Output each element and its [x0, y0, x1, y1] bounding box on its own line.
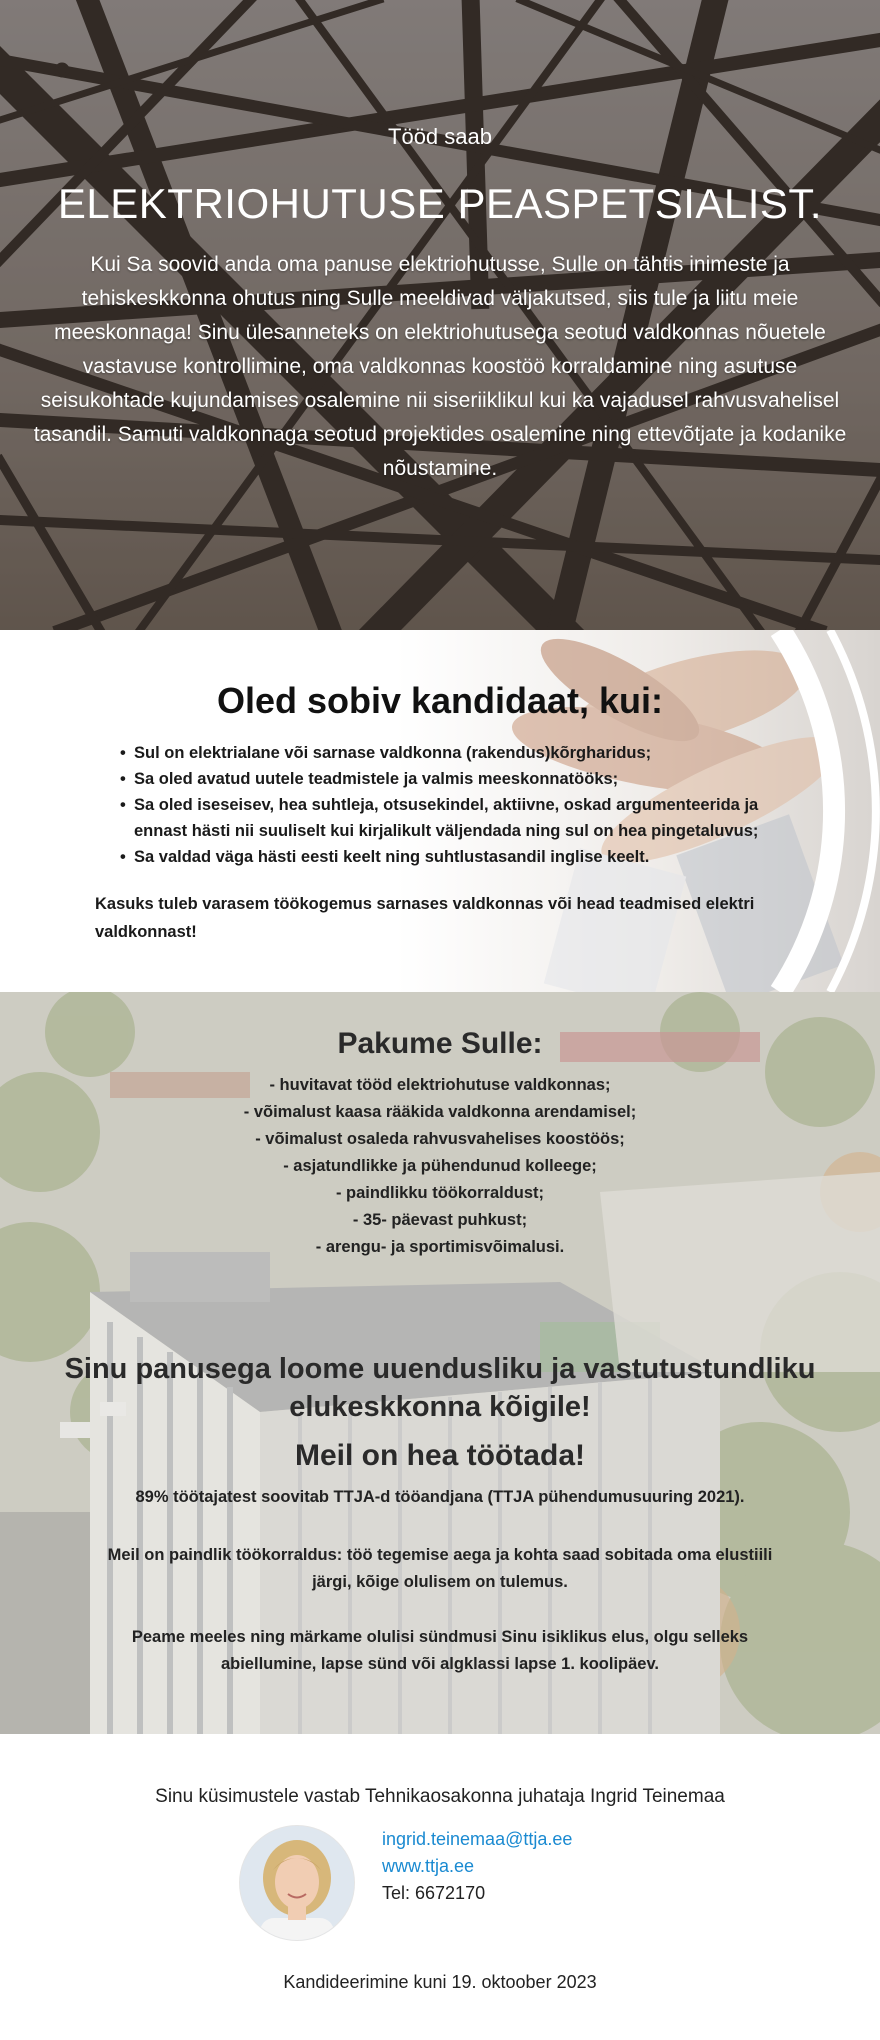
life-events-text: Peame meeles ning märkame olulisi sündmusi Sinu isiklikus elus, olgu selleks abiellumine, lapse sünd või algklassi lapse 1. koolipäev.: [131, 1628, 749, 1673]
contact-section: [0, 1734, 880, 2040]
list-item: • Sa oled avatud uutele teadmistele ja valmis meeskonnatööks;: [118, 766, 778, 792]
mission-statement: Sinu panusega loome uuendusliku ja vastutustundliku elukeskkonna kõigile!: [64, 1353, 816, 1423]
list-item: - võimalust kaasa rääkida valdkonna arendamisel;: [243, 1103, 637, 1121]
engagement-stat: 89% töötajatest soovitab TTJA-d tööandjana (TTJA pühendumusuuring 2021).: [135, 1488, 745, 1506]
list-item: - võimalust osaleda rahvusvahelises koostöös;: [255, 1130, 625, 1148]
list-item: • Sa valdad väga hästi eesti keelt ning suhtlustasandil inglise keelt.: [118, 844, 778, 870]
list-item: • Sa oled iseseisev, hea suhtleja, otsusekindel, aktiivne, oskad argumenteerida ja ennast hästi nii suuliselt kui kirjalikult väljendada ning sul on hea pingetaluvus;: [118, 792, 778, 844]
hero-kicker: Tööd saab: [388, 124, 492, 149]
bullet: •: [120, 744, 126, 762]
list-item: - asjatundlikke ja pühendunud kolleege;: [283, 1157, 597, 1175]
offer-title: Pakume Sulle:: [337, 1027, 543, 1060]
contact-lead: Sinu küsimustele vastab Tehnikaosakonna juhataja Ingrid Teinemaa: [155, 1786, 725, 1807]
list-item: - paindlikku töökorraldust;: [335, 1184, 545, 1202]
website-link[interactable]: www.ttja.ee: [382, 1856, 475, 1876]
contact-photo: [240, 1826, 354, 1940]
application-deadline: Kandideerimine kuni 19. oktoober 2023: [283, 1972, 597, 1992]
flexible-work-text: Meil on paindlik töökorraldus: töö tegemise aega ja kohta saad sobitada oma elustiili järgi, kõige olulisem on tulemus.: [107, 1546, 773, 1591]
contact-phone: Tel: 6672170: [382, 1883, 486, 1903]
benefits-list: [0, 1072, 880, 1261]
list-item: - 35- päevast puhkust;: [352, 1211, 528, 1229]
contact-details: [382, 1826, 572, 1907]
bullet: •: [120, 770, 126, 788]
hero-section: [0, 0, 880, 630]
list-item: • Sul on elektrialane või sarnase valdkonna (rakendus)kõrgharidus;: [118, 740, 778, 766]
candidate-title: Oled sobiv kandidaat, kui:: [216, 680, 664, 721]
contact-avatar: [240, 1826, 354, 1940]
good-workplace-title: Meil on hea töötada!: [294, 1439, 585, 1472]
bullet: •: [120, 796, 126, 814]
job-description: Kui Sa soovid anda oma panuse elektriohutusse, Sulle on tähtis inimeste ja tehiskeskkonna ohutus ning Sulle meeldivad väljakutsed, siis tule ja liitu meie meeskonnaga! Sinu ülesanneteks on elektriohutusega seotud valdkonnas nõuetele vastavuse kontrollimine, oma valdkonnas koostöö korraldamine ning asutuse seisukohtade kujundamises osalemine nii siseriiklikul kui ka vajadusel rahvusvahelisel tasandil. Samuti valdkonnaga seotud projektides osalemine ning ettevõtjate ja kodanike nõustamine.: [33, 253, 847, 480]
offer-section: [0, 992, 880, 1734]
list-item: - huvitavat tööd elektriohutuse valdkonnas;: [269, 1076, 611, 1094]
job-title: ELEKTRIOHUTUSE PEASPETSIALIST.: [57, 180, 823, 227]
candidate-bonus-note: Kasuks tuleb varasem töökogemus sarnases valdkonnas või head teadmised elektri valdkonnast!: [95, 895, 755, 941]
candidate-requirements-section: [0, 630, 880, 992]
list-item: - arengu- ja sportimisvõimalusi.: [315, 1238, 565, 1256]
contact-email-link[interactable]: ingrid.teinemaa@ttja.ee: [382, 1829, 573, 1849]
candidate-requirements-list: [118, 740, 778, 870]
bullet: •: [120, 848, 126, 866]
